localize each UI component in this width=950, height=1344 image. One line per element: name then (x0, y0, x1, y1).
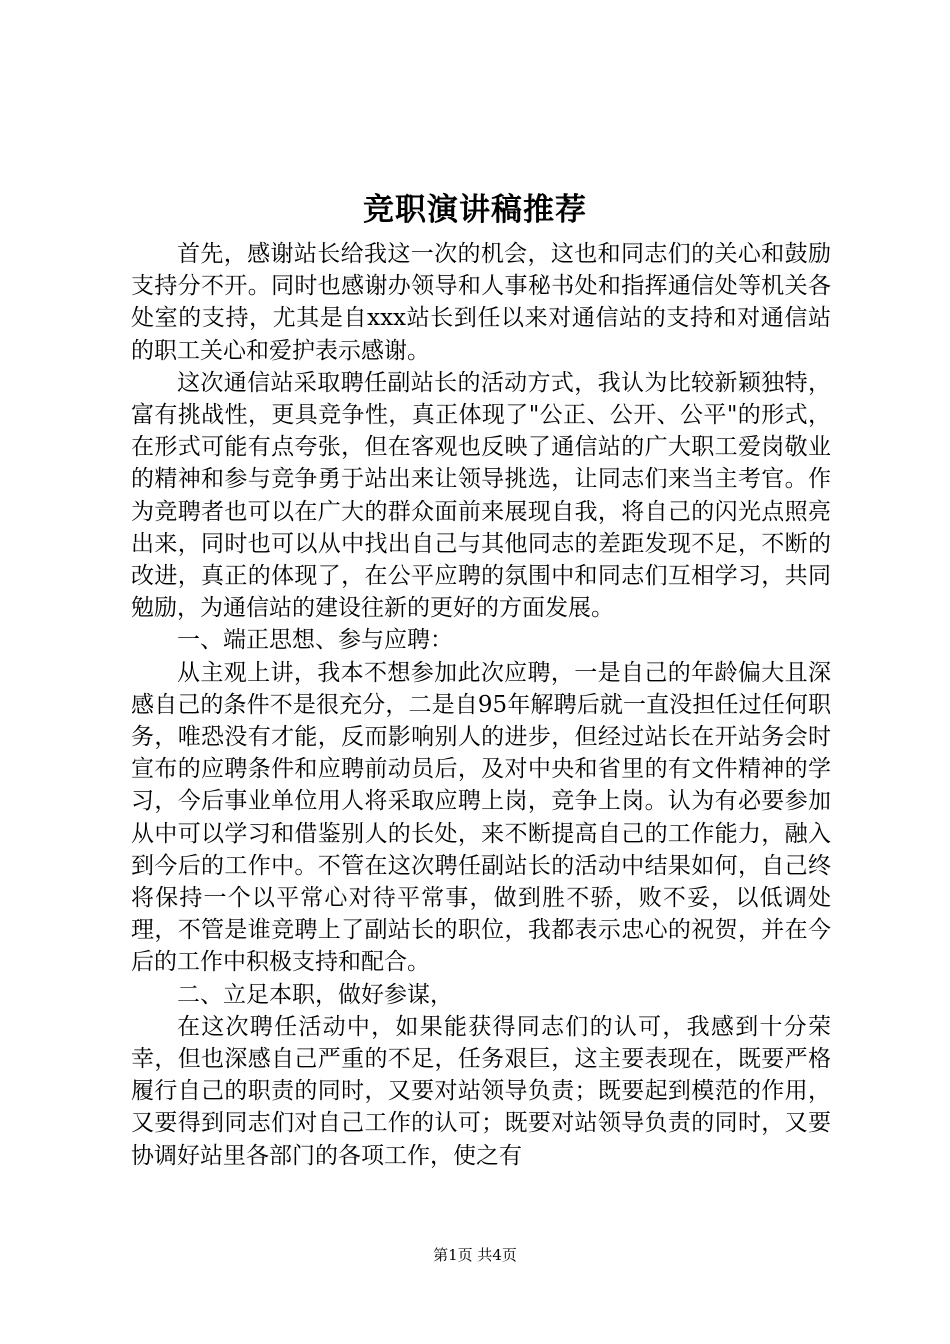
paragraph-activity: 这次通信站采取聘任副站长的活动方式，我认为比较新颖独特，富有挑战性，更具竞争性，真正体现了"公正、公开、公平"的形式，在形式可能有点夸张，但在客观也反映了通信站的广大职工爱岗敬业的精神和参与竞争勇于站出来让领导挑选，让同志们来当主考官。作为竞聘者也可以在广大的群众面前来展现自我，将自己的闪光点照亮出来，同时也可以从中找出自己与其他同志的差距发现不足，不断的改进，真正的体现了，在公平应聘的氛围中和同志们互相学习，共同勉励，为通信站的建设往新的更好的方面发展。 (131, 369, 831, 622)
paragraph-thanks: 首先，感谢站长给我这一次的机会，这也和同志们的关心和鼓励支持分不开。同时也感谢办领导和人事秘书处和指挥通信处等机关各处室的支持，尤其是自xxx站长到任以来对通信站的支持和对通信站的职工关心和爱护表示感谢。 (131, 241, 831, 364)
paragraph-duties: 在这次聘任活动中，如果能获得同志们的认可，我感到十分荣幸，但也深感自己严重的不足，任务艰巨，这主要表现在，既要严格履行自己的职责的同时，又要对站领导负责；既要起到模范的作用，又要得到同志们对自己工作的认可；既要对站领导负责的同时，又要协调好站里各部门的各项工作，使之有 (131, 1013, 831, 1169)
section-heading-2: 二、立足本职，做好参谋， (177, 981, 453, 1008)
paragraph-motivation: 从主观上讲，我本不想参加此次应聘，一是自己的年龄偏大且深感自己的条件不是很充分，二是自95年解聘后就一直没担任过任何职务，唯恐没有才能，反而影响别人的进步，但经过站长在开站务会时宣布的应聘条件和应聘前动员后，及对中央和省里的有文件精神的学习，今后事业单位用人将采取应聘上岗，竞争上岗。认为有必要参加从中可以学习和借鉴别人的长处，来不断提高自己的工作能力，融入到今后的工作中。不管在这次聘任副站长的活动中结果如何，自己终将保持一个以平常心对待平常事，做到胜不骄，败不妥，以低调处理，不管是谁竞聘上了副站长的职位，我都表示忠心的祝贺，并在今后的工作中积极支持和配合。 (131, 659, 831, 976)
page-number-footer: 第1页 共4页 (433, 1246, 517, 1264)
section-heading-1: 一、端正思想、参与应聘： (177, 627, 453, 654)
document-body (131, 238, 831, 1172)
document-title: 竞职演讲稿推荐 (363, 192, 587, 228)
